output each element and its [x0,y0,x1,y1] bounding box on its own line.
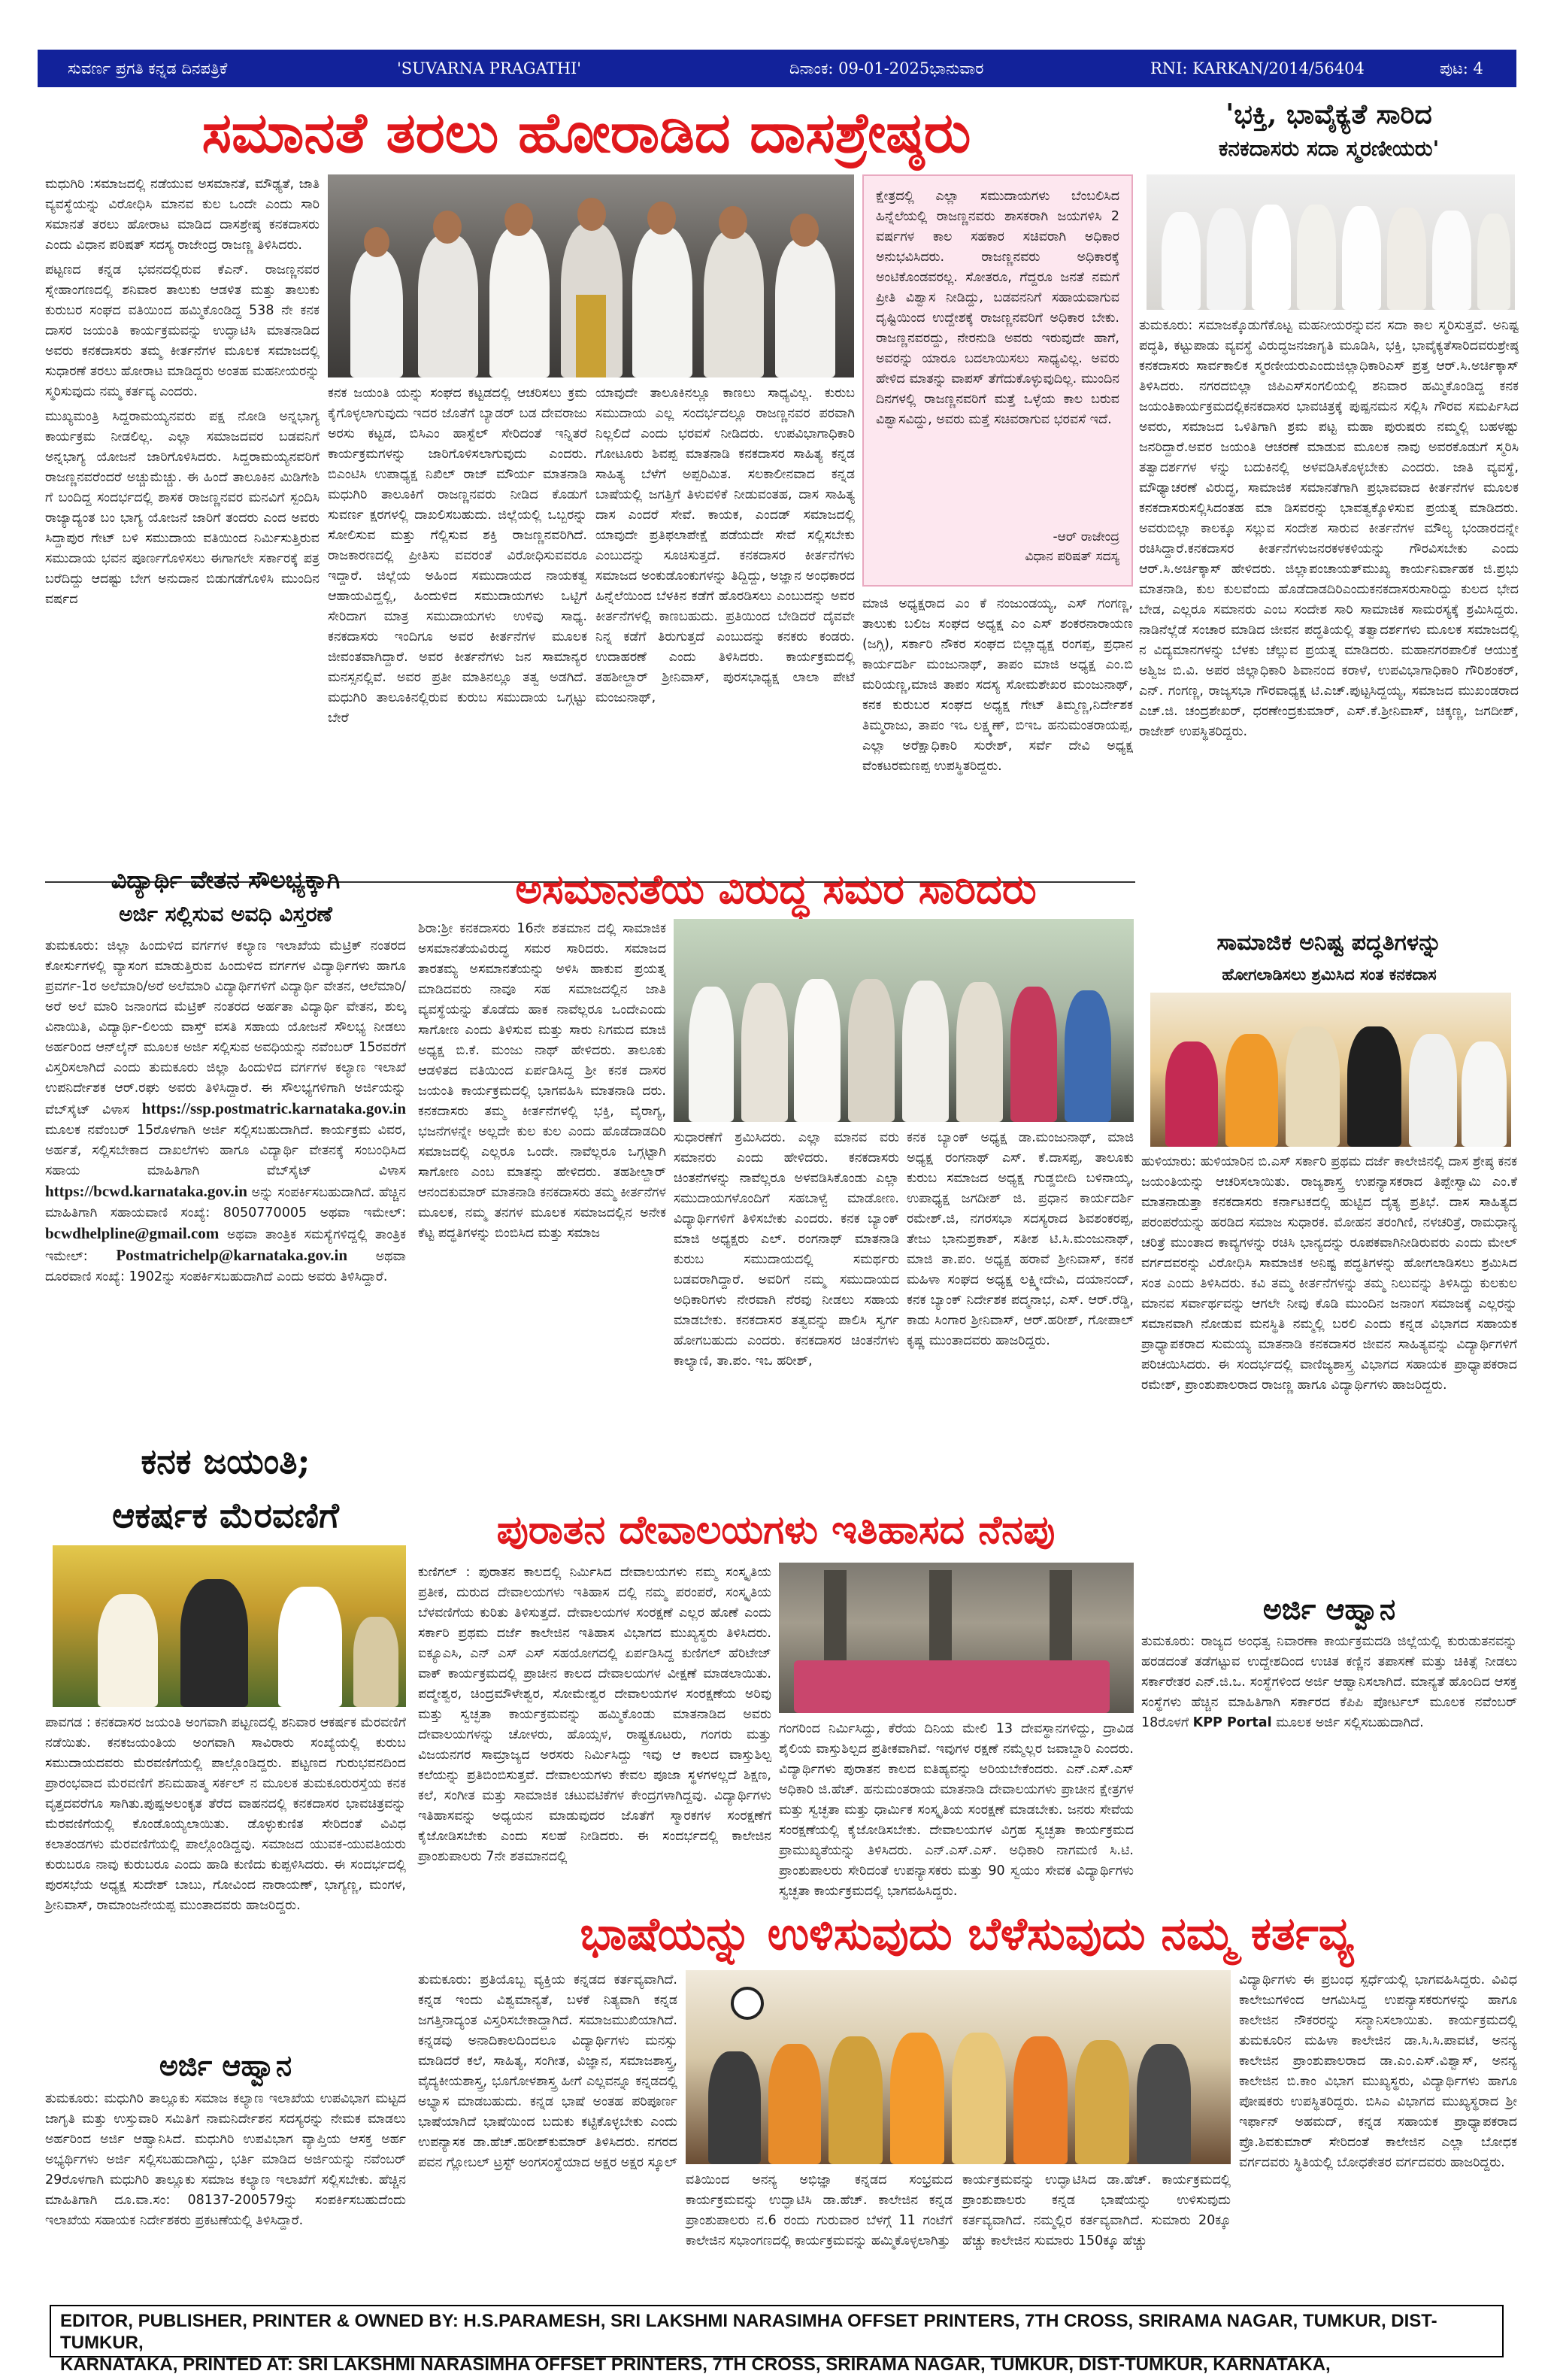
masthead-page: ಪುಟ: 4 [1440,59,1483,77]
scholarship-email-helpline[interactable]: bcwdhelpline@gmail.com [45,1224,220,1242]
scholarship-headline-1: ವಿದ್ಯಾರ್ಥಿ ವೇತನ ಸೌಲಭ್ಯಕ್ಕಾಗಿ [111,866,341,894]
scholarship-headline-2: ಅರ್ಜಿ ಸಲ್ಲಿಸುವ ಅವಧಿ ವಿಸ್ತರಣೆ [119,902,332,926]
purathana-headline: ಪುರಾತನ ದೇವಾಲಯಗಳು ಇತಿಹಾಸದ ನೆನಪು [496,1507,1056,1553]
scholarship-text: ಈ ಸೌಲಭ್ಯಗಳಿಗಾಗಿ ಅರ್ಜಿಯನ್ನು ವೆಬ್‌ಸೈಟ್ ವಿಳಾಸ [45,1081,406,1117]
scholarship-url-bcwd[interactable]: https://bcwd.karnataka.gov.in [45,1182,247,1200]
masthead-date: ದಿನಾಂಕ: 09-01-2025ಭಾನುವಾರ [789,59,984,77]
samajika-headline-1: ಸಾಮಾಜಿಕ ಅನಿಷ್ಟ ಪದ್ಧತಿಗಳನ್ನು [1216,929,1442,956]
bhakti-article: ತುಮಕೂರು: ಸಮಾಜಕ್ಕೊಡುಗೆಕೊಟ್ಟ ಮಹನೀಯರನ್ನುವನ ಸದಾ ಕಾಲ ಸ್ಮರಿಸುತ್ತವೆ. ಅನಿಷ್ಟ ಪದ್ಧತಿ, ಕಟ್ಟುಪಾಡು ವ್ಯವಸ್ಥೆ ವಿರುದ್ಧಜನಜಾಗೃತಿ ಮೂಡಿಸಿ, ಭಕ್ತಿ, ಭಾವೈಕ್ಯತೆಸಾರಿದವರುಶ್ರೇಷ್ಠ ಕನಕದಾಸರು ಸಾರ್ವಕಾಲಿಕ ಸ್ಮರಣೀಯರುಎಂದುಜಿಲ್ಲಾಧಿಕಾರಿಎಸ್ ಪ್ರತ್ತ ಆರ್.ಸಿ.ಅರ್ಚಿಕ್ಕಾಸ್ ತಿಳಿಸಿದರು. ನಗರದಬಿಲ್ಲಾ ಜಿಪಿಎಸ್‌ಸಂಗಲಿಯಲ್ಲಿ ಶನಿವಾರ ಹಮ್ಮಿಕೊಂಡಿದ್ದ ಕನಕ ಜಯಂತಿಕಾರ್ಯಕ್ರಮದಲ್ಲಿಕನಕದಾಸರ ಭಾವಚಿತ್ರಕ್ಕೆ ಪುಷ್ಪನಮನ ಸಲ್ಲಿಸಿ ಗೌರವ ಸಮರ್ಪಿಸಿದ ಅವರು, ಸಮಾಜದ ಒಳಿತಿಗಾಗಿ ಶ್ರಮ ಪಟ್ಟ ಮಹಾ ಪುರುಷರು ನಮ್ಮಲ್ಲಿ ಬಹಳಷ್ಟು ಜನರಿದ್ದಾರೆ.ಅವರ ಜಯಂತಿ ಆಚರಣೆ ಮಾಡುವ ಮೂಲಕ ನಾವು ಅವರಕೊಡುಗೆ ಸ್ಮರಿಸಿ ತತ್ವಾದರ್ಶಗಳ ಳನ್ನು ಬದುಕಿನಲ್ಲಿ ಅಳವಡಿಸಿಕೊಳ್ಳಬೇಕು ಎಂದರು. ಜಾತಿ ವ್ಯವಸ್ಥೆ, ಮೌಢ್ಯಾಚರಣೆ ವಿರುದ್ಧ, ಸಾಮಾಜಿಕ ಸಮಾನತೆಗಾಗಿ ಪ್ರಭಾವವಾದ ಕೀರ್ತನೆಗಳ ಮೂಲಕ ಕನಕದಾಸರುಸಲ್ಲಿಸಿದಂತಹ ಮಾ ಡಿಸವರನ್ನು ಭಾವತ್ವಕ್ಕೊಳಿಸುವ ಪ್ರಯತ್ನ ಮಾಡಿದರು. ಅವರುಬಿಲ್ಲಾ ಕಾಲಕ್ಕೂ ಸಲ್ಲುವ ಸಂದೇಶ ಸಾರುವ ಕೀರ್ತನೆಗಳ ಮೌಲ್ಯ ಭಂಡಾರದನ್ನೇ ರಚಿಸಿದ್ದಾರೆ.ಕನಕದಾಸರ ಕೀರ್ತನೆಗಳುಜನರಕಳಕಳಿಯನ್ನು ಗೌರವಿಸಬೇಕು ಎಂದು ಆರ್.ಸಿ.ಅರ್ಚಿಕ್ಕಾಸ್ ಹೇಳಿದರು. ಜಿಲ್ಲಾಪಂಚಾಯತ್‌ಮುಖ್ಯ ಕಾರ್ಯನಿರ್ವಾಹಕ ಜಿ.ಪ್ರಭು ಮಾತನಾಡಿ, ಕುಲ ಕುಲವೆಂದು ಹೊಡೆದಾಡದಿರಿಎಂದುಕನಕದಾಸರುಸಾರಿದ್ದು ಕುಲದ ಭೇದ ಬೇಡ, ಎಲ್ಲರೂ ಸಮಾನರು ಎಂಬ ಸಂದೇಶ ಸಾರಿ ಸಾಮಾಜಿಕ ಸಾಮರಸ್ಯಕ್ಕೆ ಶ್ರಮಿಸಿದ್ದರು. ನಾಡಿನೆಲ್ಲೆಡೆ ಸಂಚಾರ ಮಾಡಿದ ಜೀವನ ಪದ್ಧತಿಯಲ್ಲಿ ತತ್ವಾದರ್ಶಗಳು ಮೂಲಕ ಸಮಾಜದಲ್ಲಿ ನ ವಿದ್ಯಮಾನಗಳನ್ನು ಬೆಳಕು ಚೆಲ್ಲುವ ಪ್ರಯತ್ನ ಮಾಡಿದರು. ಮಹಾನಗರಪಾಲಿಕೆ ಆಯುಕ್ತೆ ಅಶ್ವಿಜ ಬಿ.ವಿ. ಅಪರ ಜಿಲ್ಲಾಧಿಕಾರಿ ಶಿವಾನಂದ ಕರಾಳೆ, ಉಪವಿಭಾಗಾಧಿಕಾರಿ ಗೌರಿಶಂಕರ್, ಎನ್. ಗಂಗಣ್ಣ, ರಾಜ್ಯಸಭಾ ಗೌರವಾಧ್ಯಕ್ಷ ಟಿ.ಎಚ್.ಪುಟ್ಟಸಿದ್ದಯ್ಯ, ಸಮಾಜದ ಮುಖಂಡರಾದ ಎಚ್.ಜಿ. ಚಂದ್ರಶೇಖರ್, ಧರಣೇಂದ್ರಕುಮಾರ್, ಎಸ್.ಕೆ.ಶ್ರೀನಿವಾಸ್, ಚಿಕ್ಕಣ್ಣ, ಜಗದೀಶ್, ರಾಜೇಶ್ ಉಪಸ್ಥಿತರಿದ್ದರು. [1139,318,1519,739]
asamanate-column-3: ಕನಕ ಬ್ಯಾಂಕ್ ಅಧ್ಯಕ್ಷ ಡಾ.ಮಂಜುನಾಥ್, ಮಾಜಿ ಅಧ್ಯಕ್ಷ ರಂಗನಾಥ್ ಎಸ್. ಕೆ.ದಾಸಪ್ಪ, ತಾಲೂಕು ಕುರುಬ ಸಮಾಜದ ಅಧ್ಯಕ್ಷ ಗುಡ್ಡಬೀದಿ ಬಳಿನಾಯ್ಕ, ಉಪಾಧ್ಯಕ್ಷ ಜಗದೀಶ್ ಜಿ. ಪ್ರಧಾನ ಕಾರ್ಯದರ್ಶಿ ರಮೇಶ್.ಜಿ, ನಗರಸಭಾ ಸದಸ್ಯರಾದ ಶಿವಶಂಕರಪ್ಪ, ತೇಜು ಭಾನುಪ್ರಕಾಶ್, ಸತೀಶ ಟಿ.ಸಿ.ಮಂಜುನಾಥ್, ಮಾಜಿ ತಾ.ಪಂ. ಅಧ್ಯಕ್ಷ ಹರಾವೆ ಶ್ರೀನಿವಾಸ್, ಕನಕ ಮಹಿಳಾ ಸಂಘದ ಅಧ್ಯಕ್ಷ ಲಕ್ಷ್ಮೀದೇವಿ, ದಯಾನಂದ್, ಕನಕ ಬ್ಯಾಂಕ್ ನಿರ್ದೇಶಕ ಪದ್ಮನಾಭ, ಎಸ್. ಆರ್.ರೆಡ್ಡಿ, ಕಾಡು ಸಿಂಗಾರ ಶ್ರೀನಿವಾಸ್, ಆರ್.ಹರೀಶ್, ಗೋಪಾಲ್ ಕೃಷ್ಣ ಮುಂತಾದವರು ಹಾಜರಿದ್ದರು. [907,1130,1134,1348]
scholarship-article [45,936,406,1293]
samajika-headline-2: ಹೋಗಲಾಡಿಸಲು ಶ್ರಮಿಸಿದ ಸಂತ ಕನಕದಾಸ [1222,965,1437,984]
quote-author: -ಆರ್ ರಾಜೇಂದ್ರ [1053,529,1119,544]
masthead-paper-name: ಸುವರ್ಣ ಪ್ರಗತಿ ಕನ್ನಡ ದಿನಪತ್ರಿಕೆ [68,59,228,77]
kanaka-headline-1: ಕನಕ ಜಯಂತಿ; [141,1441,310,1481]
masthead-rni: RNI: KARKAN/2014/56404 [1150,59,1365,77]
lead-column-4: ಮಾಜಿ ಅಧ್ಯಕ್ಷರಾದ ಎಂ ಕೆ ನಂಜುಂಡಯ್ಯ, ಎಸ್ ಗಂಗಣ್ಣ, ತಾಲುಕು ಬಲಿಜ ಸಂಘದ ಅಧ್ಯಕ್ಷ ಎಂ ಎಸ್ ಶಂಕರನಾರಾಯಣ (ಜಗ್ಗಿ), ಸರ್ಕಾರಿ ನೌಕರ ಸಂಘದ ಬಿಲ್ಲಾಧ್ಯಕ್ಷ ರಂಗಪ್ಪ, ಪ್ರಧಾನ ಕಾರ್ಯದರ್ಶಿ ಮಂಜುನಾಥ್, ತಾಪಂ ಮಾಜಿ ಅಧ್ಯಕ್ಷ ಎಂ.ಬಿ ಮರಿಯಣ್ಣ,ಮಾಜಿ ತಾಪಂ ಸದಸ್ಯ ಸೋಮಶೇಖರ ಮಂಜುನಾಥ್, ಕನಕ ಕುರುಬರ ಸಂಘದ ಅಧ್ಯಕ್ಷ ಗೇಟ್ ತಿಮ್ಮಣ್ಣ,ನಿರ್ದೇಶಕ ತಿಮ್ಮರಾಜು, ತಾಪಂ ಇಒ ಲಕ್ಷ್ಮಣ್, ಬಿಇಒ ಹನುಮಂತರಾಯಪ್ಪ, ಎಲ್ಲಾ ಅರೆಕ್ಷಾಧಿಕಾರಿ ಸುರೇಶ್, ಸರ್ವೆ ದೇವಿ ಅಧ್ಯಕ್ಷ ವೆಂಕಟರಮಣಪ್ಪ ಉಪಸ್ಥಿತರಿದ್ದರು. [862,596,1133,774]
bhashe-column-2: ವತಿಯಿಂದ ಅನನ್ಯ ಅಭಿಜ್ಞಾ ಕನ್ನಡದ ಸಂಭ್ರಮದ ಕಾರ್ಯಕ್ರಮವನ್ನು ಉದ್ಘಾಟಿಸಿ ಡಾ.ಹೆಚ್. ಕಾಲೇಜಿನ ಕನ್ನಡ ಪ್ರಾಂಶುಪಾಲರು ನ.6 ರಂದು ಗುರುವಾರ ಬೆಳಗ್ಗೆ 11 ಗಂಟೆಗೆ ಕಾಲೇಜಿನ ಸಭಾಂಗಣದಲ್ಲಿ ಕಾರ್ಯಕ್ರಮವನ್ನು ಹಮ್ಮಿಕೊಳ್ಳಲಾಗಿತ್ತು [686,2172,953,2248]
imprint-footer [50,2305,1504,2375]
lead-paragraph: ಮುಖ್ಯಮಂತ್ರಿ ಸಿದ್ದರಾಮಯ್ಯನವರು ಪಕ್ಷ ನೋಡಿ ಅನ್ನಭಾಗ್ಯ ಕಾರ್ಯಕ್ರಮ ನೀಡಲಿಲ್ಲ. ಎಲ್ಲಾ ಸಮಾಜದವರ ಬಡವನಿಗೆ ಅನ್ನಭಾಗ್ಯ ಯೋಜನೆ ಜಾರಿಗೊಳಿಸಿದರು. ಸಿದ್ದರಾಮಯ್ಯನವರಿಗೆ ರಾಜಣ್ಣನವರೆಂದರೆ ಅಚ್ಚುಮೆಚ್ಚು. ಈ ಹಿಂದೆ ತಾಲೂಕಿನ ಮಿಡಿಗೇಶಿ ಗೆ ಬಂದಿದ್ದ ಸಂದರ್ಭದಲ್ಲಿ ಶಾಸಕ ರಾಜಣ್ಣನವರ ಮನವಿಗೆ ಸ್ಪಂದಿಸಿ ರಾಜ್ಯಾದ್ಯಂತ ಬಂ ಭಾಗ್ಯ ಯೋಜನೆ ಜಾರಿಗೆ ತಂದರು ಎಂದ ಅವರು ಸಿದ್ದಾಪುರ ಗೇಟ್ ಬಳಿ ಸಮುದಾಯ ವತಿಯಿಂದ ನಿರ್ಮಿಸುತ್ತಿರುವ ಸಮುದಾಯ ಭವನ ಪೂರ್ಣಗೊಳಿಸಲು ಈಗಾಗಲೇ ಸರ್ಕಾರಕ್ಕೆ ಪತ್ರ ಬರೆದಿದ್ದು ಆದಷ್ಟು ಬೇಗ ಅನುದಾನ ಬಿಡುಗಡೆಗೊಳಿಸಿ ಮುಂದಿನ ವರ್ಷದ [45,409,320,607]
bhashe-headline: ಭಾಷೆಯನ್ನು ಉಳಿಸುವುದು ಬೆಳೆಸುವುದು ನಮ್ಮ ಕರ್ತವ್ಯ [580,1908,1354,1960]
arji-2-article [1141,1632,1517,1880]
scholarship-text: ತುಮಕೂರು: ಜಿಲ್ಲಾ ಹಿಂದುಳಿದ ವರ್ಗಗಳ ಕಲ್ಯಾಣ ಇಲಾಖೆಯ ಮೆಟ್ರಿಕ್ ನಂತರದ ಕೋರ್ಸುಗಳಲ್ಲಿ ವ್ಯಾಸಂಗ ಮಾಡುತ್ತಿರುವ ಹಿಂದುಳಿದ ವರ್ಗಗಳ ವಿದ್ಯಾರ್ಥಿಗಳು ಹಾಗೂ ಪ್ರವರ್ಗ-1ರ ಅಲೆಮಾರಿ/ಅರೆ ಅಲೆಮಾರಿ ವಿದ್ಯಾರ್ಥಿಗಳಿಗೆ ವಿದ್ಯಾರ್ಥಿ ವೇತನ, ಆಲೆಮಾರಿ/ಅರೆ ಅಲೆ ಮಾರಿ ಜನಾಂಗದ ಮೆಟ್ರಿಕ್ ನಂತರದ ಅರ್ಹತಾ ವಿದ್ಯಾರ್ಥಿ ವೇತನ, ಶುಲ್ಕ ವಿನಾಯಿತಿ, ವಿದ್ಯಾರ್ಥಿ-ಲಿಲಯ ವಾಸ್ತ್ ವಸತಿ ಸಹಾಯ ಯೋಜನೆ ಸೌಲಭ್ಯ ನೀಡಲು ಅರ್ಹರಿಂದ ಆನ್‌ಲೈನ್ ಮೂಲಕ ಅರ್ಜಿ ಸಲ್ಲಿಸುವ ಅವಧಿಯನ್ನು ನವೆಂಬರ್ 15ರವರೆಗೆ ವಿಸ್ತರಿಸಲಾಗಿದೆ ಎಂದು ತುಮಕೂರು ಜಿಲ್ಲಾ ಹಿಂದುಳಿದ ವರ್ಗಗಳ ಕಲ್ಯಾಣ ಇಲಾಖೆ ಉಪನಿರ್ದೇಶಕ ಆರ್.ರಘು ಅವರು ತಿಳಿಸಿದ್ದಾರೆ. [45,938,406,1096]
arji-2-headline: ಅರ್ಜಿ ಆಹ್ವಾನ [1262,1592,1396,1626]
bhakti-photo [1147,174,1515,310]
samajika-photo [1150,993,1511,1147]
imprint-line-2: KARNATAKA, PRINTED AT: SRI LAKSHMI NARASIMHA OFFSET PRINTERS, 7TH CROSS, SRIRAMA NAGAR, TUMKUR, DIST-TUMKUR, KARNATAKA, [60,2354,1331,2375]
imprint-line-1: EDITOR, PUBLISHER, PRINTER & OWNED BY: H.S.PARAMESH, SRI LAKSHMI NARASIMHA OFFSET PRINTERS, 7TH CROSS, SRIRAMA NAGAR, TUMKUR, DIST-TUMKUR, [60,2311,1437,2353]
bhashe-column-3: ಕಾರ್ಯಕ್ರಮವನ್ನು ಉದ್ಘಾಟಿಸಿದ ಡಾ.ಹೆಚ್. ಕಾರ್ಯಕ್ರಮದಲ್ಲಿ ಪ್ರಾಂಶುಪಾಲರು ಕನ್ನಡ ಭಾಷೆಯನ್ನು ಉಳಿಸುವುದು ಕರ್ತವ್ಯವಾಗಿದೆ. ನಮ್ಮಲ್ಲಿರ ಕರ್ತವ್ಯವಾಗಿದೆ. ಸುಮಾರು 20ಕ್ಕೂ ಹೆಚ್ಚು ಕಾಲೇಜಿನ ಸುಮಾರು 150ಕ್ಕೂ ಹೆಚ್ಚು [962,2172,1231,2248]
purathana-column-1: ಕುಣಿಗಲ್ : ಪುರಾತನ ಕಾಲದಲ್ಲಿ ನಿರ್ಮಿಸಿದ ದೇವಾಲಯಗಳು ನಮ್ಮ ಸಂಸ್ಕೃತಿಯ ಪ್ರತೀಕ, ದುರುದ ದೇವಾಲಯಗಳು ಇತಿಹಾಸ ದಲ್ಲಿ ನಮ್ಮ ಪರಂಪರೆ, ಸಂಸ್ಕೃತಿಯ ಬೆಳವಣಿಗೆಯ ಕುರಿತು ತಿಳಿಸುತ್ತದೆ. ದೇವಾಲಯಗಳ ಸಂರಕ್ಷಣೆ ಎಲ್ಲರ ಹೊಣೆ ಎಂದು ಸರ್ಕಾರಿ ಪ್ರಥಮ ದರ್ಜೆ ಕಾಲೇಜಿನ ಇತಿಹಾಸ ವಿಭಾಗದ ಮುಖ್ಯಸ್ಥರು ತಿಳಿಸಿದರು. ಐಕ್ಯೂಎಸಿ, ಎನ್ ಎಸ್ ಎಸ್ ಸಹಯೋಗದಲ್ಲಿ ಏರ್ಪಡಿಸಿದ್ದ ಕುಣಿಗಲ್ ಹೆರಿಟೇಜ್ ವಾಕ್ ಕಾರ್ಯಕ್ರಮದಲ್ಲಿ ಪ್ರಾಚೀನ ಕಾಲದ ದೇವಾಲಯಗಳ ವೀಕ್ಷಣೆ ಮಾಡಲಾಯಿತು. ಪದ್ಮೇಶ್ವರ, ಚಿಂದ್ರಮೌಳೇಶ್ವರ, ಸೋಮೇಶ್ವರ ದೇವಾಲಯಗಳ ಸಂರಕ್ಷಣೆಯ ಅರಿವು ಮತ್ತು ಸ್ವಚ್ಛತಾ ಕಾರ್ಯಕ್ರಮವನ್ನು ಹಮ್ಮಿಕೊಂಡು ಮಾತನಾಡಿದ ಅವರು ದೇವಾಲಯಗಳನ್ನು ಚೋಳರು, ಹೊಯ್ಸಳ, ರಾಷ್ಟ್ರಕೂಟರು, ಗಂಗರು ಮತ್ತು ವಿಜಯನಗರ ಸಾಮ್ರಾಜ್ಯದ ಅರಸರು ನಿರ್ಮಿಸಿದ್ದು ಇವು ಆ ಕಾಲದ ವಾಸ್ತುಶಿಲ್ಪ ಕಲೆಯನ್ನು ಪ್ರತಿಬಿಂಬಿಸುತ್ತವೆ. ದೇವಾಲಯಗಳು ಕೇವಲ ಪೂಜಾ ಸ್ಥಳಗಳಲ್ಲದೆ ಶಿಕ್ಷಣ, ಕಲೆ, ಸಂಗೀತ ಮತ್ತು ಸಾಮಾಜಿಕ ಚಟುವಟಿಕೆಗಳ ಕೇಂದ್ರಗಳಾಗಿದ್ದವು. ವಿದ್ಯಾರ್ಥಿಗಳು ಇತಿಹಾಸವನ್ನು ಅಧ್ಯಯನ ಮಾಡುವುದರ ಜೊತೆಗೆ ಸ್ಮಾರಕಗಳ ಸಂರಕ್ಷಣೆಗೆ ಕೈಜೋಡಿಸಬೇಕು ಎಂದು ಸಲಹೆ ನೀಡಿದರು. ಈ ಸಂದರ್ಭದಲ್ಲಿ ಕಾಲೇಜಿನ ಪ್ರಾಂಶುಪಾಲರು 7ನೇ ಶತಮಾನದಲ್ಲಿ [418,1565,771,1864]
lead-column-2: ಕನಕ ಜಯಂತಿ ಯನ್ನು ಸಂಘದ ಕಟ್ಟಡದಲ್ಲಿ ಆಚರಿಸಲು ಕ್ರಮ ಕೈಗೊಳ್ಳಲಾಗುವುದು ಇದರ ಜೊತೆಗೆ ಬ್ಯಾಡರ್ ಬಡ ದೇವರಾಜು ಅರಸು ಕಟ್ಟಡ, ಬಿಸಿಎಂ ಹಾಸ್ಟೆಲ್ ಸೇರಿದಂತೆ ಇನ್ನಿತರೆ ಕಾರ್ಯಕ್ರಮಗಳನ್ನು ಜಾರಿಗೊಳಿಸಲಾಗುವುದು ಎಂದರು. ಬಿಎಂಟಿಸಿ ಉಪಾಧ್ಯಕ್ಷ ನಿಖಿಲ್ ರಾಜ್ ಮೌರ್ಯ ಮಾತನಾಡಿ ಮಧುಗಿರಿ ತಾಲೂಕಿಗೆ ರಾಜಣ್ಣನವರು ನೀಡಿದ ಕೊಡುಗೆ ಸುವರ್ಣ ಕ್ಷರಗಳಲ್ಲಿ ದಾಖಲಿಸಬಹುದು. ಜಿಲ್ಲೆಯಲ್ಲಿ ಒಬ್ಬರನ್ನು ಸೋಲಿಸುವ ಮತ್ತು ಗೆಲ್ಲಿಸುವ ಶಕ್ತಿ ರಾಜಣ್ಣನವರಿಗಿದೆ. ರಾಜಕಾರಣದಲ್ಲಿ ಪ್ರೀತಿಸು ವವರಂತೆ ವಿರೋಧಿಸುವವರೂ ಇದ್ದಾರೆ. ಜಿಲ್ಲೆಯ ಅಹಿಂದ ಸಮುದಾಯದ ನಾಯಕತ್ವ ಆಹಾಯವಿದ್ದಲ್ಲಿ, ಹಿಂದುಳಿದ ಸಮುದಾಯಗಳು ಒಟ್ಟಿಗೆ ಸೇರಿದಾಗ ಮಾತ್ರ ಸಮುದಾಯಗಳು ಉಳಿವು ಸಾಧ್ಯ. ಕನಕದಾಸರು ಇಂದಿಗೂ ಅವರ ಕೀರ್ತನೆಗಳ ಮೂಲಕ ಜೀವಂತವಾಗಿದ್ದಾರೆ. ಅವರ ಕೀರ್ತನೆಗಳು ಜನ ಸಾಮಾನ್ಯರ ಮನಸ್ಸನಲ್ಲಿವೆ. ಅವರ ಪ್ರತೀ ಮಾತಿನಲ್ಲೂ ತತ್ವ ಅಡಗಿದೆ. ಮಧುಗಿರಿ ತಾಲೂಕಿನಲ್ಲಿರುವ ಕುರುಬ ಸಮುದಾಯ ಒಗ್ಗಟ್ಟು ಬೇರೆ [328,386,587,726]
lead-headline: ಸಮಾನತೆ ತರಲು ಹೋರಾಡಿದ ದಾಸಶ್ರೇಷ್ಠರು [201,101,971,165]
bhashe-column-4: ವಿದ್ಯಾರ್ಥಿಗಳು ಈ ಪ್ರಬಂಧ ಸ್ಪರ್ಧೆಯಲ್ಲಿ ಭಾಗವಹಿಸಿದ್ದರು. ವಿವಿಧ ಕಾಲೇಜುಗಳಿಂದ ಆಗಮಿಸಿದ್ದ ಉಪನ್ಯಾಸಕರುಗಳನ್ನು ಹಾಗೂ ಕಾಲೇಜಿನ ನೌಕರರನ್ನು ಸನ್ಮಾನಿಸಲಾಯಿತು. ಕಾರ್ಯಕ್ರಮದಲ್ಲಿ ತುಮಕೂರಿನ ಮಹಿಳಾ ಕಾಲೇಜಿನ ಡಾ.ಸಿ.ಸಿ.ಪಾವಟೆ, ಅನನ್ಯ ಕಾಲೇಜಿನ ಪ್ರಾಂಶುಪಾಲರಾದ ಡಾ.ಎಂ.ಎಸ್.ವಿಶ್ವಾಸ್, ಅನನ್ಯ ಕಾಲೇಜಿನ ಬಿ.ಕಾಂ ವಿಭಾಗ ಮುಖ್ಯಸ್ಥರು, ವಿದ್ಯಾರ್ಥಿಗಳು ಹಾಗೂ ಪೋಷಕರು ಉಪಸ್ಥಿತರಿದ್ದರು. ಬಿಸಿಎ ವಿಭಾಗದ ಮುಖ್ಯಸ್ಥರಾದ ಶ್ರೀ ಇರ್ಫಾನ್ ಅಹಮದ್, ಕನ್ನಡ ಸಹಾಯಕ ಪ್ರಾಧ್ಯಾಪಕರಾದ ಪ್ರೊ.ಶಿವಕುಮಾರ್ ಸೇರಿದಂತೆ ಕಾಲೇಜಿನ ಎಲ್ಲಾ ಬೋಧಕ ವರ್ಗದವರು ಸ್ಥಿತಿಯಲ್ಲಿ ಬೋಧಕೇತರ ವರ್ಗದವರು ಹಾಜರಿದ್ದರು. [1239,1972,1517,2170]
scholarship-text: ಅಥವಾ ದೂರವಾಣಿ ಸಂಖ್ಯೆ: 1902ನ್ನು ಸಂಪರ್ಕಿಸಬಹುದಾಗಿದೆ ಎಂದು ಅವರು ತಿಳಿಸಿದ್ದಾರೆ. [45,1249,406,1284]
lead-paragraph: ಪಟ್ಟಣದ ಕನ್ನಡ ಭವನದಲ್ಲಿರುವ ಕೆಎನ್. ರಾಜಣ್ಣನವರ ಸ್ನೇಹಾಂಗಣದಲ್ಲಿ ಶನಿವಾರ ತಾಲುಕು ಆಡಳಿತ ಮತ್ತು ತಾಲುಕು ಕುರುಬರ ಸಂಘದ ವತಿಯಿಂದ ಹಮ್ಮಿಕೊಂಡಿದ್ದ 538 ನೇ ಕನಕ ದಾಸರ ಜಯಂತಿ ಕಾರ್ಯಕ್ರಮವನ್ನು ಉದ್ಘಾಟಿಸಿ ಮಾತನಾಡಿದ ಅವರು ಕನಕದಾಸರು ತಮ್ಮ ಕೀರ್ತನೆಗಳ ಮೂಲಕ ಸಮಾಜದಲ್ಲಿ ಸುಧಾರಣೆ ತರಲು ಹೋರಾಟ ಮಾಡಿದ್ದರು ಅಂತಹ ಮಹನೀಯರನ್ನು ಸ್ಮರಿಸುವುದು ನಮ್ಮ ಕರ್ತವ್ಯ ಎಂದರು. [45,262,320,399]
arji-1-headline: ಅರ್ಜಿ ಆಹ್ವಾನ [159,2048,292,2082]
lead-photo-lamp-lighting [328,174,854,377]
lead-column-3: ಯಾವುದೇ ತಾಲೂಕಿನಲ್ಲೂ ಕಾಣಲು ಸಾಧ್ಯವಿಲ್ಲ. ಕುರುಬ ಸಮುದಾಯ ಎಲ್ಲ ಸಂದರ್ಭದಲ್ಲೂ ರಾಜಣ್ಣನವರ ಪರವಾಗಿ ನಿಲ್ಲಲಿದೆ ಎಂದು ಭರವಸೆ ನೀಡಿದರು. ಉಪವಿಭಾಗಾಧಿಕಾರಿ ಗೋಟೂರು ಶಿವಪ್ಪ ಮಾತನಾಡಿ ಕನಕದಾಸರ ಸಾಹಿತ್ಯ ಕನ್ನಡ ಸಾಹಿತ್ಯ ಬೆಳೆಗೆ ಅಪ್ಪರಿಮಿತ. ಸಲಕಾಲೀನವಾದ ಕನ್ನಡ ಬಾಷೆಯಲ್ಲಿ ಜಗತ್ತಿಗೆ ತಿಳುವಳಿಕೆ ನೀಡುವಂತಹ, ದಾಸ ಸಾಹಿತ್ಯ ದಾಸ ಎಂದರೆ ಸೇವೆ. ಕಾಯಕ, ಎಂದಡ್ ಸಮಾಜದಲ್ಲಿ ಯಾವುದೇ ಪ್ರತಿಫಲಾಪೇಕ್ಷೆ ಪಡೆಯದೇ ಸೇವೆ ಸಲ್ಲಿಸಬೇಕು ಎಂಬುದನ್ನು ಸೂಚಿಸುತ್ತದೆ. ಕನಕದಾಸರ ಕೀರ್ತನೆಗಳು ಸಮಾಜದ ಅಂಕುಡೊಂಕುಗಳನ್ನು ತಿದ್ದಿದ್ದು, ಅಜ್ಞಾನ ಅಂಧಕಾರದ ಹಿನ್ನೆಲೆಯಿಂದ ಬೆಳಕಿನ ಕಡೆಗೆ ಹೊರಡಿಸಲು ಎಂಬುದನ್ನು ಅವರ ಕೀರ್ತನೆಗಳಲ್ಲಿ ಕಾಣಬಹುದು. ಪ್ರತಿಯಿಂದ ಬೇಡಿದರೆ ದೈವವೇ ನಿನ್ನ ಕಡೆಗೆ ತಿರುಗುತ್ತದೆ ಎಂಬುದನ್ನು ಕನಕರು ಕಂಡರು. ಉದಾಹರಣೆ ಎಂದು ತಿಳಿಸಿದರು. ಕಾರ್ಯಕ್ರಮದಲ್ಲಿ ತಹಶೀಲ್ದಾರ್ ಶ್ರೀನಿವಾಸ್, ಪುರಸಭಾಧ್ಯಕ್ಷ ಲಾಲಾ ಪೇಟೆ ಮಂಜುನಾಥ್, [595,386,855,705]
masthead-title: 'SUVARNA PRAGATHI' [397,59,582,77]
arji-2-text: ತುಮಕೂರು: ರಾಜ್ಯದ ಅಂಧತ್ವ ನಿವಾರಣಾ ಕಾರ್ಯಕ್ರಮದಡಿ ಜಿಲ್ಲೆಯಲ್ಲಿ ಕುರುಡುತನವನ್ನು ಹರಡದಂತೆ ತಡೆಗಟ್ಟುವ ಉದ್ದೇಶದಿಂದ ಉಚಿತ ಕಣ್ಣಿನ ತಪಾಸಣೆ ಮತ್ತು ಚಿಕಿತ್ಸೆ ನೀಡಲು ಸರ್ಕಾರೇತರ ಎನ್.ಜಿ.ಒ. ಸಂಸ್ಥೆಗಳಿಂದ ಅರ್ಜಿ ಆಹ್ವಾನಿಸಲಾಗಿದೆ. ಮಾನ್ಯತೆ ಹೊಂದಿದ ಆಸಕ್ತ ಸಂಸ್ಥೆಗಳು ಹೆಚ್ಚಿನ ಮಾಹಿತಿಗಾಗಿ ಸರ್ಕಾರದ ಕೆಪಿಪಿ ಪೋರ್ಟಲ್ ಮೂಲಕ ನವೆಂಬರ್ 18ರೊಳಗೆ [1141,1634,1517,1730]
purathana-photo [779,1563,1134,1713]
bhakti-headline-2: ಕನಕದಾಸರು ಸದಾ ಸ್ಮರಣೀಯರು' [1218,136,1440,161]
asamanate-column-1: ಶಿರಾ:ಶ್ರೀ ಕನಕದಾಸರು 16ನೇ ಶತಮಾನ ದಲ್ಲಿ ಸಾಮಾಜಿಕ ಅಸಮಾನತೆಯವಿರುದ್ಧ ಸಮರ ಸಾರಿದರು. ಸಮಾಜದ ತಾರತಮ್ಯ ಅಸಮಾನತೆಯನ್ನು ಅಳಿಸಿ ಹಾಕುವ ಪ್ರಯತ್ನ ಮಾಡಿದವರು ನಾವೂ ಸಹ ಸಮಾಜದಲ್ಲಿನ ಜಾತಿ ವ್ಯವಸ್ಥೆಯನ್ನು ತೊಡೆದು ಹಾಕ ನಾವೆಲ್ಲರೂ ಒಂದೇಎಂದು ಸಾಗೋಣ ಎಂದು ತಿಳಿಸುವ ಮತ್ತು ಸಾರು ನಿಗಮದ ಮಾಜಿ ಅಧ್ಯಕ್ಷ ಬಿ.ಕೆ. ಮಂಜು ನಾಥ್ ಹೇಳಿದರು. ತಾಲೂಕು ಆಡಳಿತದ ವತಿಯಿಂದ ಏರ್ಪಡಿಸಿದ್ದ ಶ್ರೀ ಕನಕ ದಾಸರ ಜಯಂತಿ ಕಾರ್ಯಕ್ರಮದಲ್ಲಿ ಭಾಗವಹಿಸಿ ಮಾತನಾಡಿ ದರು. ಕನಕದಾಸರು ತಮ್ಮ ಕೀರ್ತನೆಗಳಲ್ಲಿ ಭಕ್ತಿ, ವೈರಾಗ್ಯ, ಭಜನೆಗಳನ್ನೇ ಅಲ್ಲದೇ ಕುಲ ಕುಲ ಎಂದು ಹೊಡೆದಾಡದಿರಿ ಸಮಾಜದಲ್ಲಿ ಎಲ್ಲರೂ ಒಂದೇ. ನಾವೆಲ್ಲರೂ ಒಗ್ಗಟ್ಟಾಗಿ ಸಾಗೋಣ ಎಂಬ ಮಾತನ್ನು ಹೇಳಿದರು. ತಹಶೀಲ್ದಾರ್ ಆನಂದಕುಮಾರ್ ಮಾತನಾಡಿ ಕನಕದಾಸರು ತಮ್ಮ ಕೀರ್ತನೆಗಳ ಮೂಲಕ, ನಮ್ಮ ತನಗಳ ಮೂಲಕ ಸಮಾಜದಲ್ಲಿನ ಅನೇಕ ಕೆಟ್ಟ ಪದ್ಧತಿಗಳನ್ನು ಬಿಂಬಿಸಿದ ಮತ್ತು ಸಮಾಜ [418,921,666,1241]
quote-box [862,174,1133,587]
asamanate-headline: ಅಸಮಾನತೆಯ ವಿರುದ್ಧ ಸಮರ ಸಾರಿದರು [515,865,1037,913]
scholarship-email-technical[interactable]: Postmatrichelp@karnataka.gov.in [116,1246,348,1264]
arji-2-portal: KPP Portal [1192,1715,1272,1730]
kanaka-procession-photo [53,1545,406,1707]
asamanate-column-2: ಸುಧಾರಣೆಗೆ ಶ್ರಮಿಸಿದರು. ಎಲ್ಲಾ ಮಾನವ ವರು ಸಮಾನರು ಎಂದು ಹೇಳಿದರು. ಕನಕದಾಸರು ಚಿಂತನೆಗಳನ್ನು ನಾವೆಲ್ಲರೂ ಅಳವಡಿಸಿಕೊಂಡು ಎಲ್ಲಾ ಸಮುದಾಯಗಳೊಂದಿಗೆ ಸಹಬಾಳ್ವೆ ಮಾಡೋಣ. ವಿದ್ಯಾರ್ಥಿಗಳಿಗೆ ತಿಳಿಸಬೇಕು ಎಂದರು. ಕನಕ ಬ್ಯಾಂಕ್ ಮಾಜಿ ಅಧ್ಯಕ್ಷರು ಎಲ್. ರಂಗನಾಥ್ ಮಾತನಾಡಿ ಕುರುಬ ಸಮುದಾಯದಲ್ಲಿ ಸಮರ್ಥರು ಬಡವರಾಗಿದ್ದಾರೆ. ಅವರಿಗೆ ನಮ್ಮ ಸಮುದಾಯದ ಅಧಿಕಾರಿಗಳು ನೇರವಾಗಿ ನೆರವು ನೀಡಲು ಸಹಾಯ ಮಾಡಬೇಕು. ಕನಕದಾಸರ ತತ್ವವನ್ನು ಪಾಲಿಸಿ ಸ್ವರ್ಗ ಹೋಗಬಹುದು ಎಂದರು. ಕನಕದಾಸರ ಚಿಂತನೆಗಳು ಕಾಲ್ಯಾಣಿ, ತಾ.ಪಂ. ಇಒ ಹರೀಶ್, [674,1130,899,1369]
arji-2-text: ಮೂಲಕ ಅರ್ಜಿ ಸಲ್ಲಿಸಬಹುದಾಗಿದೆ. [1276,1715,1424,1730]
kanaka-headline-2: ಆಕರ್ಷಕ ಮೆರವಣಿಗೆ [112,1495,339,1536]
kanaka-article: ಪಾವಗಡ : ಕನಕದಾಸರ ಜಯಂತಿ ಅಂಗವಾಗಿ ಪಟ್ಟಣದಲ್ಲಿ ಶನಿವಾರ ಆಕರ್ಷಕ ಮೆರವಣಿಗೆ ನಡೆಯಿತು. ಕನಕಜಯಂತಿಯ ಅಂಗವಾಗಿ ಸಾವಿರಾರು ಸಂಖ್ಯೆಯಲ್ಲಿ ಕುರುಬ ಸಮುದಾಯದವರು ಮೆರವಣಿಗೆಯಲ್ಲಿ ಪಾಲ್ಗೊಂಡಿದ್ದರು. ಪಟ್ಟಣದ ಗುರುಭವನದಿಂದ ಪ್ರಾರಂಭವಾದ ಮೆರವಣಿಗೆ ಶನಿಮಹಾತ್ಮ ಸರ್ಕಲ್ ನ ಮೂಲಕ ತುಮಕೂರುರಸ್ತೆಯ ಕನಕ ವೃತ್ತದವರೆಗೂ ಸಾಗಿತು.ಪುಷ್ಪಅಲಂಕೃತ ತೆರೆದ ವಾಹನದಲ್ಲಿ ಕನಕದಾಸರ ಭಾವಚಿತ್ರವನ್ನು ಮೆರವಣಿಗೆಯಲ್ಲಿ ಕೊಂಡೊಯ್ಯಲಾಯಿತು. ಡೊಳ್ಳುಕುಣಿತ ಸೇರಿದಂತೆ ವಿವಿಧ ಕಲಾತಂಡಗಳು ಮೆರವಣಿಗೆಯಲ್ಲಿ ಪಾಲ್ಗೊಂಡಿದ್ದವು. ಸಮಾಜದ ಯುವಕ-ಯುವತಿಯರು ಕುರುಬರೂ ನಾವು ಕುರುಬರೂ ಎಂದು ಹಾಡಿ ಕುಣಿದು ಕುಪ್ಪಳಿಸಿದರು. ಈ ಸಂದರ್ಭದಲ್ಲಿ ಪುರಸಭೆಯ ಅಧ್ಯಕ್ಷ ಸುದೇಶ್ ಬಾಬು, ಗೋವಿಂದ ನಾರಾಯಣ್, ಭಾಗ್ಯಣ್ಣ, ಮಂಗಳ, ಶ್ರೀನಿವಾಸ್, ರಾಮಾಂಜನೇಯಪ್ಪ ಮುಂತಾದವರು ಹಾಜರಿದ್ದರು. [45,1715,406,1913]
samajika-article: ಹುಳಿಯಾರು: ಹುಳಿಯಾರಿನ ಬಿ.ಎಸ್ ಸರ್ಕಾರಿ ಪ್ರಥಮ ದರ್ಜೆ ಕಾಲೇಜಿನಲ್ಲಿ ದಾಸ ಶ್ರೇಷ್ಠ ಕನಕ ಜಯಂತಿಯನ್ನು ಆಚರಿಸಲಾಯಿತು. ರಾಜ್ಯಶಾಸ್ತ್ರ ಉಪನ್ಯಾಸಕರಾದ ತಿಪ್ಪೇಸ್ವಾಮಿ ಎಂ.ಕೆ ಮಾತನಾಡುತ್ತಾ ಕನಕದಾಸರು ಕರ್ನಾಟಕದಲ್ಲಿ ಹುಟ್ಟಿದ ದೈತ್ಯ ಪ್ರತಿಭೆ. ದಾಸ ಸಾಹಿತ್ಯದ ಪರಂಪರೆಯನ್ನು ಹರಡಿದ ಸಮಾಜ ಸುಧಾರಕ. ಮೋಹನ ತರಂಗಿಣಿ, ನಳಚರಿತ್ರೆ, ರಾಮಧಾನ್ಯ ಚರಿತ್ರೆ ಮುಂತಾದ ಕಾವ್ಯಗಳನ್ನು ರಚಿಸಿ ಭಾನ್ಯದನ್ನು ರೂಪಕವಾಗಿನೀಡಿರುವರು ಎಂದು ಮೇಲ್ ವರ್ಗದವರನ್ನು ವಿರೋಧಿಸಿ ಸಾಮಾಜಿಕ ಅನಿಷ್ಟ ಪದ್ಧತಿಗಳನ್ನು ಹೋಗಲಾಡಿಸಲು ಶ್ರಮಿಸಿದ ಸಂತ ಎಂದು ತಿಳಿಸಿದರು. ಕವಿ ತಮ್ಮ ಕೀರ್ತನೆಗಳನ್ನು ತಮ್ಮ ನಿಲುವನ್ನು ತಿಳಿಸಿದ್ದು ಕುಲಕುಲ ಮಾನವ ಸರ್ವಾರ್ಥವನ್ನು ಆಗಲೇ ನೀವು ಕೊಡಿ ಮುಂದಿನ ಜನಾಂಗ ಸಮಾಜಕ್ಕೆ ಎಲ್ಲರನ್ನು ಸಮಾನವಾಗಿ ನೋಡುವ ಮನಸ್ಥಿತಿ ನಮ್ಮಲ್ಲಿ ಬರಲಿ ಎಂದು ಕನ್ನಡ ವಿಭಾಗದ ಸಹಾಯಕ ಪ್ರಾಧ್ಯಾಪಕರಾದ ಸುಮಯ್ಯ ಮಾತನಾಡಿ ಕನಕದಾಸರ ಜೀವನ ಸಾಹಿತ್ಯವನ್ನು ವಿದ್ಯಾರ್ಥಿಗಳಿಗೆ ಪರಿಚಯಿಸಿದರು. ಈ ಸಂದರ್ಭದಲ್ಲಿ ವಾಣಿಜ್ಯಶಾಸ್ತ್ರ ವಿಭಾಗದ ಸಹಾಯಕ ಪ್ರಾಧ್ಯಾಪಕರಾದ ರಮೇಶ್, ಪ್ರಾಂಶುಪಾಲರಾದ ರಾಜಣ್ಣ ಹಾಗೂ ವಿದ್ಯಾರ್ಥಿಗಳು ಹಾಜರಿದ್ದರು. [1141,1154,1517,1393]
masthead [38,50,1516,87]
bhashe-photo [686,1970,1231,2164]
purathana-column-2: ಗಂಗರಿಂದ ನಿರ್ಮಿಸಿದ್ದು, ಕೆರೆಯ ದಿನಿಯ ಮೇಲಿ 13 ದೇವಸ್ಥಾನಗಳಿದ್ದು, ದ್ರಾವಿಡ ಶೈಲಿಯ ವಾಸ್ತುಶಿಲ್ಪದ ಪ್ರತೀಕವಾಗಿವೆ. ಇವುಗಳ ರಕ್ಷಣೆ ನಮ್ಮೆಲ್ಲರ ಜವಾಬ್ದಾರಿ ಎಂದರು. ವಿದ್ಯಾರ್ಥಿಗಳು ಪುರಾತನ ಕಾಲದ ಐತಿಹ್ಯವನ್ನು ಅರಿಯಬೇಕೆಂದರು. ಎನ್.ಎಸ್.ಎಸ್ ಅಧಿಕಾರಿ ಜಿ.ಹೆಚ್. ಹನುಮಂತರಾಯ ಮಾತನಾಡಿ ದೇವಾಲಯಗಳು ಪ್ರಾಚೀನ ಕ್ಷೇತ್ರಗಳ ಮತ್ತು ಸ್ವಚ್ಛತಾ ಮತ್ತು ಧಾರ್ಮಿಕ ಸಂಸ್ಕೃತಿಯ ಸಂರಕ್ಷಣೆ ಮಾಡಬೇಕು. ಜನರು ಸೇವೆಯ ಸಂರಕ್ಷಣೆಯಲ್ಲಿ ಕೈಜೋಡಿಸಬೇಕು. ದೇವಾಲಯಗಳ ವಿಗ್ರಹ ಸ್ವಚ್ಛತಾ ಕಾರ್ಯಕ್ರಮದ ಪ್ರಾಮುಖ್ಯತೆಯನ್ನು ತಿಳಿಸಿದರು. ಎನ್.ಎಸ್.ಎಸ್. ಅಧಿಕಾರಿ ನಾಗಮಣಿ ಸಿ.ಟಿ. ಪ್ರಾಂಶುಪಾಲರು ಸೇರಿದಂತೆ ಉಪನ್ಯಾಸಕರು ಮತ್ತು 90 ಸ್ವಯಂ ಸೇವಕ ವಿದ್ಯಾರ್ಥಿಗಳು ಸ್ವಚ್ಛತಾ ಕಾರ್ಯಕ್ರಮದಲ್ಲಿ ಭಾಗವಹಿಸಿದ್ದರು. [779,1721,1134,1899]
quote-author-title: ವಿಧಾನ ಪರಿಷತ್ ಸದಸ್ಯ [1025,549,1119,564]
lead-paragraph: ಮಧುಗಿರಿ :ಸಮಾಜದಲ್ಲಿ ನಡೆಯುವ ಅಸಮಾನತೆ, ಮೌಢ್ಯತೆ, ಜಾತಿ ವ್ಯವಸ್ಥೆಯನ್ನು ವಿರೋಧಿಸಿ ಮಾನವ ಕುಲ ಒಂದೇ ಎಂದು ಸಾರಿ ಸಮಾನತೆ ತರಲು ಹೋರಾಟ ಮಾಡಿದ ದಾಸಶ್ರೇಷ್ಠ ಕನಕದಾಸರು ಎಂದು ವಿಧಾನ ಪರಿಷತ್ ಸದಸ್ಯ ರಾಜೇಂದ್ರ ರಾಜಣ್ಣ ತಿಳಿಸಿದರು. [45,177,320,253]
scholarship-text: ಅನ್ನು ಸಂಪರ್ಕಿಸಬಹುದಾಗಿದೆ. ಹೆಚ್ಚಿನ ಮಾಹಿತಿಗಾಗಿ ಸಹಾಯವಾಣಿ ಸಂಖ್ಯೆ: 8050770005 ಅಥವಾ ಇಮೇಲ್: [45,1185,406,1220]
scholarship-text: ಮೂಲಕ ನವೆಂಬರ್ 15ರೊಳಗಾಗಿ ಅರ್ಜಿ ಸಲ್ಲಿಸಬಹುದಾಗಿದೆ. ಕಾರ್ಯಕ್ರಮ ವಿವರ, ಅರ್ಹತೆ, ಸಲ್ಲಿಸಬೇಕಾದ ದಾಖಲೆಗಳು ಹಾಗೂ ವಿದ್ಯಾರ್ಥಿ ವೇತನಕ್ಕೆ ಸಂಬಂಧಿಸಿದ ಸಹಾಯ ಮಾಹಿತಿಗಾಗಿ ವೆಬ್‌ಸೈಟ್ ವಿಳಾಸ [45,1123,406,1178]
arji-1-article: ತುಮಕೂರು: ಮಧುಗಿರಿ ತಾಲ್ಲೂಕು ಸಮಾಜ ಕಲ್ಯಾಣ ಇಲಾಖೆಯ ಉಪವಿಭಾಗ ಮಟ್ಟದ ಜಾಗೃತಿ ಮತ್ತು ಉಸ್ತುವಾರಿ ಸಮಿತಿಗೆ ನಾಮನಿರ್ದೇಶನ ಸದಸ್ಯರನ್ನು ನೇಮಕ ಮಾಡಲು ಅರ್ಹರಿಂದ ಅರ್ಜಿ ಆಹ್ವಾನಿಸಿದೆ. ಮಧುಗಿರಿ ಉಪವಿಭಾಗ ವ್ಯಾಪ್ತಿಯ ಆಸಕ್ತ ಅರ್ಹ ಅಭ್ಯರ್ಥಿಗಳು ಅರ್ಜಿ ಸಲ್ಲಿಸಬಹುದಾಗಿದ್ದು, ಭರ್ತಿ ಮಾಡಿದ ಅರ್ಜಿಯನ್ನು ನವೆಂಬರ್ 29ರೊಳಗಾಗಿ ಮಧುಗಿರಿ ತಾಲ್ಲೂಕು ಸಮಾಜ ಕಲ್ಯಾಣ ಇಲಾಖೆಗೆ ಸಲ್ಲಿಸಬೇಕು. ಹೆಚ್ಚಿನ ಮಾಹಿತಿಗಾಗಿ ದೂ.ವಾ.ಸಂ: 08137-200579ನ್ನು ಸಂಪರ್ಕಿಸಬಹುದೆಂದು ಇಲಾಖೆಯ ಸಹಾಯಕ ನಿರ್ದೇಶಕರು ಪ್ರಕಟಣೆಯಲ್ಲಿ ತಿಳಿಸಿದ್ದಾರೆ. [45,2091,406,2228]
bhashe-column-1: ತುಮಕೂರು: ಪ್ರತಿಯೊಬ್ಬ ವ್ಯಕ್ತಿಯ ಕನ್ನಡದ ಕರ್ತವ್ಯವಾಗಿದೆ. ಕನ್ನಡ ಇಂದು ವಿಶ್ವಮಾನ್ಯತೆ, ಬಳಕೆ ನಿತ್ಯವಾಗಿ ಕನ್ನಡ ಜಗತ್ತಿನಾದ್ಯಂತ ವಿಸ್ತರಿಸಬೇಕಾದ್ದಾಗಿದೆ. ಸಮಾಜಮುಖಿಯಾಗಿದೆ. ಕನ್ನಡವು ಅನಾದಿಕಾಲದಿಂದಲೂ ವಿದ್ಯಾರ್ಥಿಗಳು ಮನಸ್ಸು ಮಾಡಿದರೆ ಕಲೆ, ಸಾಹಿತ್ಯ, ಸಂಗೀತ, ವಿಜ್ಞಾನ, ಸಮಾಜಶಾಸ್ತ್ರ, ವೈದ್ಯಕೀಯಶಾಸ್ತ್ರ, ಭೂಗೋಳಶಾಸ್ತ್ರ ಹೀಗೆ ಎಲ್ಲವನ್ನೂ ಕನ್ನಡದಲ್ಲಿ ಅಭ್ಯಾಸ ಮಾಡಬಹುದು. ಕನ್ನಡ ಭಾಷೆ ಅಂತಹ ಪರಿಪೂರ್ಣ ಭಾಷೆಯಾಗಿದೆ ಭಾಷೆಯಿಂದ ಬದುಕು ಕಟ್ಟಿಕೊಳ್ಳಬೇಕು ಎಂದು ಉಪನ್ಯಾಸಕ ಡಾ.ಹೆಚ್.ಹರೀಶ್‌ಕುಮಾರ್ ತಿಳಿಸಿದರು. ನಗರದ ಪವನ ಗ್ಲೋಬಲ್ ಟ್ರಸ್ಟ್ ಅಂಗಸಂಸ್ಥೆಯಾದ ಅಕ್ಷರ ಅಕ್ಷರ ಸ್ಕೂಲ್ [418,1972,677,2170]
bhakti-headline-1: 'ಭಕ್ತಿ, ಭಾವೈಕ್ಯತೆ ಸಾರಿದ [1225,99,1432,130]
quote-text: ಕ್ಷೇತ್ರದಲ್ಲಿ ಎಲ್ಲಾ ಸಮುದಾಯಗಳು ಬೆಂಬಲಿಸಿದ ಹಿನ್ನೆಲೆಯಲ್ಲಿ ರಾಜಣ್ಣನವರು ಶಾಸಕರಾಗಿ ಜಯಗಳಿಸಿ 2 ವರ್ಷಗಳ ಕಾಲ ಸಹಕಾರ ಸಚಿವರಾಗಿ ಅಧಿಕಾರ ಅನುಭವಿಸಿದರು. ರಾಜಣ್ಣನವರು ಅಧಿಕಾರಕ್ಕೆ ಅಂಟಿಕೊಂಡವರಲ್ಲ. ಸೋತರೂ, ಗೆದ್ದರೂ ಜನತೆ ನಮಗೆ ಪ್ರೀತಿ ವಿಶ್ವಾಸ ನೀಡಿದ್ದು, ಬಡವನನಿಗೆ ಸಹಾಯವಾಗುವ ದೃಷ್ಟಿಯಿಂದ ಉದ್ದೇಶಕ್ಕೆ ರಾಜಣ್ಣನವರಿಗೆ ಅಧಿಕಾರ ಬೇಕು. ರಾಜಣ್ಣನವರದ್ದು, ನೇರನುಡಿ ಅವರು ಇರುವುದೇ ಹಾಗೆ, ಅವರನ್ನು ಯಾರೂ ಬದಲಾಯಿಸಲು ಸಾಧ್ಯವಿಲ್ಲ. ಅವರು ಹೇಳಿದ ಮಾತನ್ನು ವಾಪಸ್ ತೆಗೆದುಕೊಳ್ಳುವುದಿಲ್ಲ. ಮುಂದಿನ ದಿನಗಳಲ್ಲಿ ರಾಜಣ್ಣನವರಿಗೆ ಮತ್ತೆ ಒಳ್ಳೆಯ ಕಾಲ ಬರುವ ವಿಶ್ವಾಸವಿದ್ದು, ಅವರು ಮತ್ತೆ ಸಚಿವರಾಗುವ ಭರವಸೆ ಇದೆ. [876,189,1119,427]
clock-icon [731,1987,764,2020]
asamanate-photo [674,919,1134,1122]
scholarship-text: ಅಥವಾ ತಾಂತ್ರಿಕ ಸಮಸ್ಯೆಗಳಿದ್ದಲ್ಲಿ ತಾಂತ್ರಿಕ ಇಮೇಲ್: [45,1227,406,1264]
lead-column-1 [45,174,320,875]
scholarship-url-ssp[interactable]: https://ssp.postmatric.karnataka.gov.in [141,1099,406,1117]
